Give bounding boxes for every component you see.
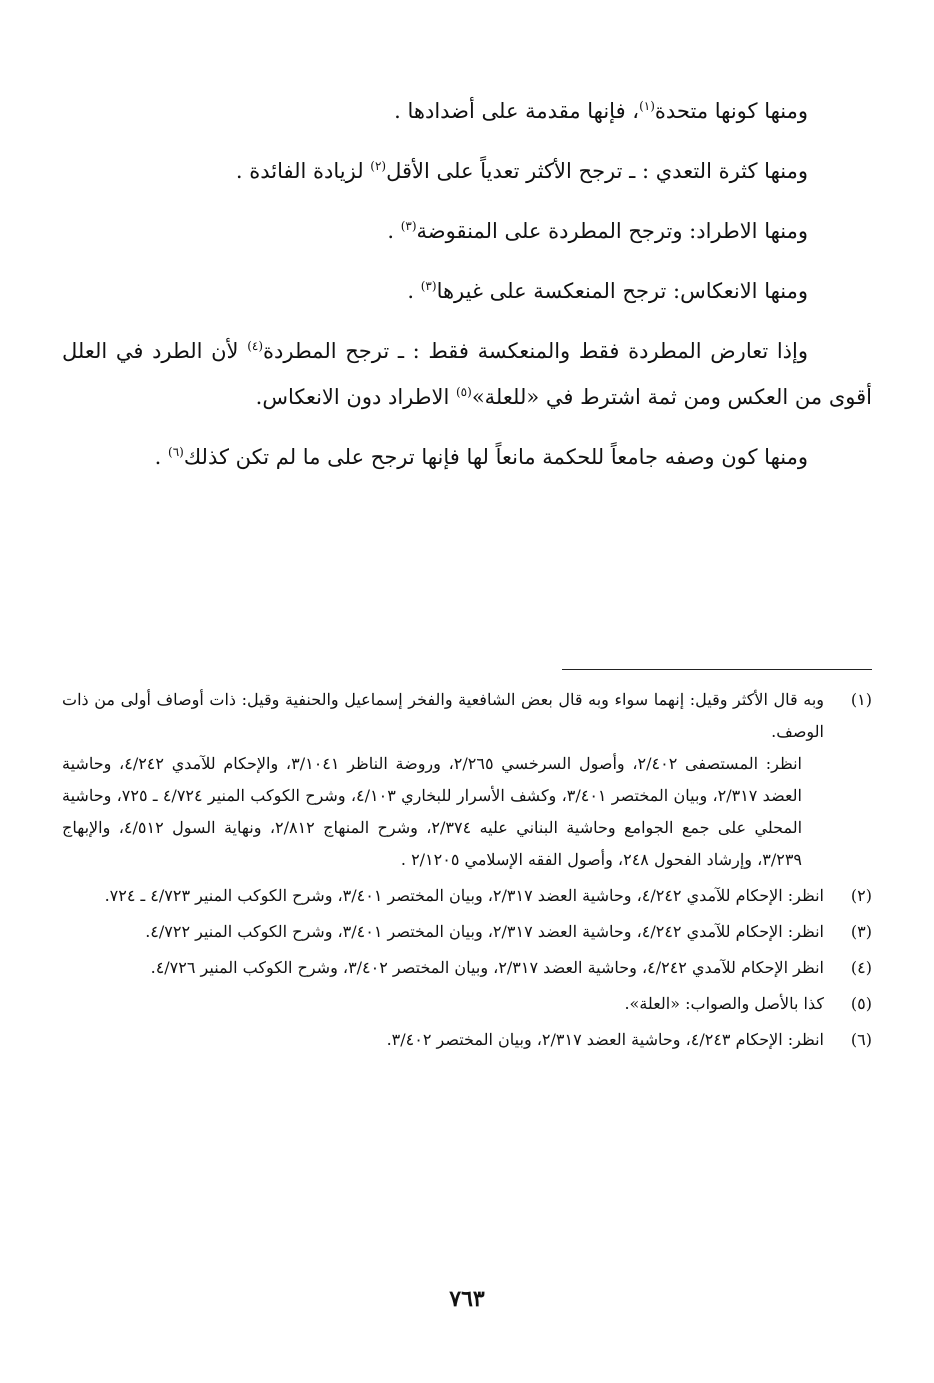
footnotes <box>62 684 872 1060</box>
footnote-number: (٦) <box>850 1030 872 1049</box>
footnote-ref[interactable]: (٦) <box>168 445 184 459</box>
footnote-ref[interactable]: (٢) <box>370 159 387 173</box>
footnote-ref[interactable]: (٣) <box>400 219 417 233</box>
footnote-separator <box>562 669 872 670</box>
footnote-text: كذا بالأصل والصواب: «العلة». <box>624 994 824 1013</box>
paragraph-text: . <box>407 279 421 303</box>
footnote-references: انظر: المستصفى ٢/٤٠٢، وأصول السرخسي ٢/٢٦٥، وروضة الناظر ٣/١٠٤١، والإحكام للآمدي ٤/٢٤٢، وحاشية العضد ٢/٣١٧، وبيان المختصر ٣/٤٠١، وكشف الأسرار للبخاري ٤/١٠٣، وشرح الكوكب المنير ٤/٧٢٤ ـ ٧٢٥، وحاشية المحلي على جمع الجوامع وحاشية البناني عليه ٢/٣٧٤، وشرح المنهاج ٢/٨١٢، ونهاية السول ٤/٥١٢، والإبهاج ٣/٢٣٩، وإرشاد الفحول ٢٤٨، وأصول الفقه الإسلامي ٢/١٢٠٥ . <box>62 754 803 869</box>
footnote-ref[interactable]: (٣) <box>420 279 437 293</box>
paragraph-4 <box>62 268 872 314</box>
footnote-text: انظر الإحكام للآمدي ٤/٢٤٢، وحاشية العضد ٢/٣١٧، وبيان المختصر ٣/٤٠٢، وشرح الكوكب المنير ٤/٧٢٦. <box>150 958 824 977</box>
footnote <box>62 880 872 912</box>
footnote <box>62 916 872 948</box>
paragraph-text: ومنها الانعكاس: ترجح المنعكسة على غيرها <box>436 279 808 303</box>
paragraph-5 <box>62 328 872 420</box>
footnote-ref[interactable]: (٥) <box>455 385 472 399</box>
footnote-ref[interactable]: (١) <box>639 99 655 113</box>
footnote-number: (٢) <box>850 886 872 905</box>
paragraph-text: الاطراد دون الانعكاس. <box>255 385 456 409</box>
footnote-number: (٣) <box>850 922 872 941</box>
footnote <box>62 952 872 984</box>
paragraph-text: ، فإنها مقدمة على أضدادها . <box>394 99 640 123</box>
paragraph-text: وإذا تعارض المطردة فقط والمنعكسة فقط : ـ ترجح المطردة <box>263 339 809 363</box>
paragraph-2 <box>62 148 872 194</box>
footnote-text: انظر: الإحكام للآمدي ٤/٢٤٢، وحاشية العضد ٢/٣١٧، وبيان المختصر ٣/٤٠١، وشرح الكوكب المنير ٤/٧٢٣ ـ ٧٢٤. <box>104 886 824 905</box>
paragraph-text: . <box>154 445 169 469</box>
paragraph-text: . <box>387 219 401 243</box>
page-number: ٧٦٣ <box>449 1286 485 1312</box>
footnote <box>62 684 872 876</box>
footnote-text: انظر: الإحكام للآمدي ٤/٢٤٢، وحاشية العضد ٢/٣١٧، وبيان المختصر ٣/٤٠١، وشرح الكوكب المنير ٤/٧٢٢. <box>145 922 824 941</box>
footnote <box>62 988 872 1020</box>
footnote-text: وبه قال الأكثر وقيل: إنهما سواء وبه قال بعض الشافعية والفخر إسماعيل والحنفية وقيل: ذات أوصاف أولى من ذات الوصف. <box>62 690 824 741</box>
footnote-number: (٤) <box>850 958 872 977</box>
footnote <box>62 1024 872 1056</box>
paragraph-1 <box>62 88 872 134</box>
paragraph-text: ومنها كون وصفه جامعاً للحكمة مانعاً لها فإنها ترجح على ما لم تكن كذلك <box>183 445 808 469</box>
paragraph-6 <box>62 434 872 480</box>
footnote-number: (١) <box>850 690 872 709</box>
paragraph-text: لزيادة الفائدة . <box>235 159 371 183</box>
main-text <box>62 88 872 494</box>
paragraph-text: ومنها الاطراد: وترجح المطردة على المنقوضة <box>416 219 808 243</box>
footnote-text: انظر: الإحكام ٤/٢٤٣، وحاشية العضد ٢/٣١٧، وبيان المختصر ٣/٤٠٢. <box>386 1030 824 1049</box>
paragraph-text: لأن الطرد في العلل أقوى من العكس ومن ثمة اشترط في «للعلة» <box>62 339 872 409</box>
paragraph-text: ومنها كثرة التعدي : ـ ترجح الأكثر تعدياً على الأقل <box>386 159 808 183</box>
paragraph-3 <box>62 208 872 254</box>
paragraph-text: ومنها كونها متحدة <box>654 99 808 123</box>
footnote-ref[interactable]: (٤) <box>247 339 264 353</box>
footnote-number: (٥) <box>850 994 872 1013</box>
